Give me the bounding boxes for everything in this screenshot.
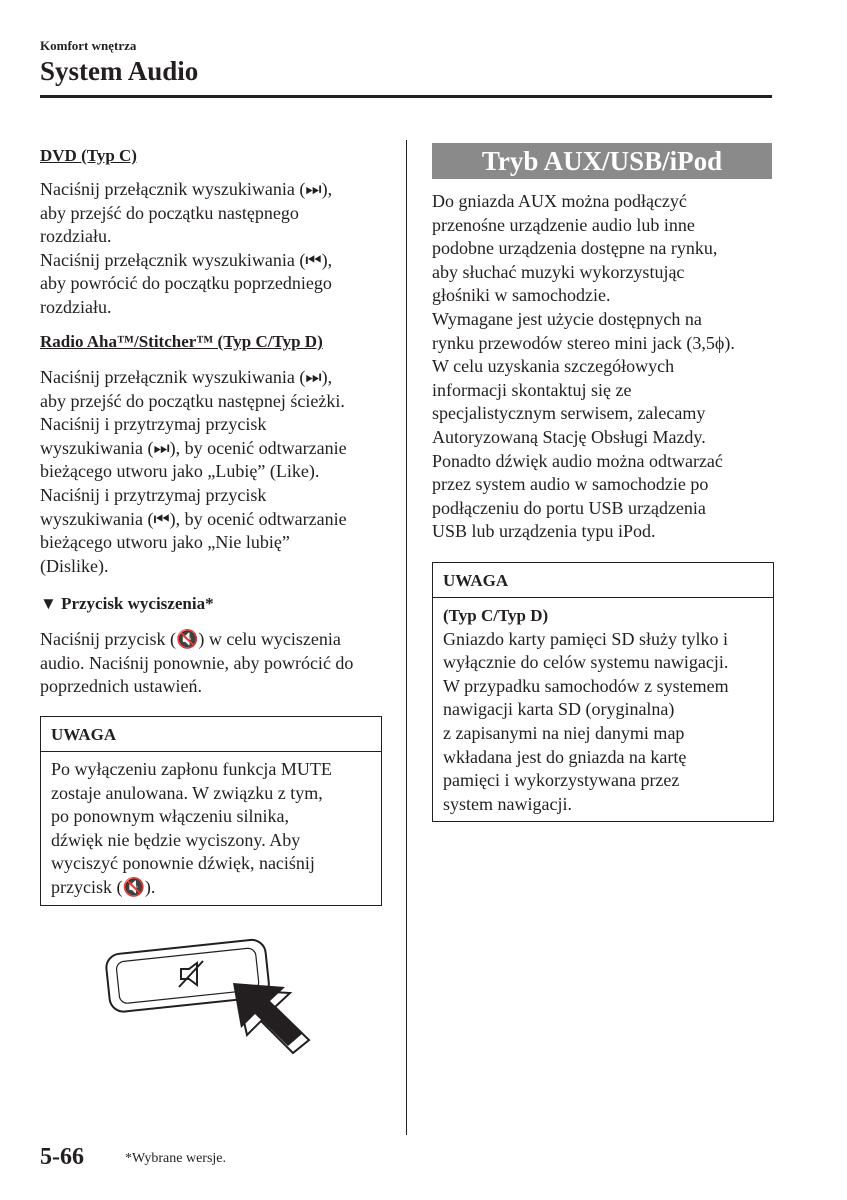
text-line: rynku przewodów stereo mini jack (3,5ϕ). bbox=[432, 332, 735, 353]
dvd-heading: DVD (Typ C) bbox=[40, 146, 137, 165]
text-line: przenośne urządzenie audio lub inne bbox=[432, 214, 695, 235]
text-line: po ponownym włączeniu silnika, bbox=[51, 806, 289, 827]
text-line: Ponadto dźwięk audio można odtwarzać bbox=[432, 450, 723, 471]
text-line: informacji skontaktuj się ze bbox=[432, 379, 632, 400]
radio-heading: Radio Aha™/Stitcher™ (Typ C/Typ D) bbox=[40, 332, 323, 351]
note-title: UWAGA bbox=[433, 563, 773, 598]
section-title-bar: Tryb AUX/USB/iPod bbox=[432, 143, 772, 179]
text-line: poprzednich ustawień. bbox=[40, 676, 202, 697]
text-line: rozdziału. bbox=[40, 226, 112, 247]
header-rule bbox=[40, 95, 772, 98]
text-line: aby przejść do początku następnego bbox=[40, 202, 299, 223]
text-line: podłączeniu do portu USB urządzenia bbox=[432, 497, 706, 518]
mute-heading: ▼ Przycisk wyciszenia* bbox=[40, 594, 214, 613]
note-box-sd bbox=[432, 562, 774, 822]
text-line: wyłącznie do celów systemu nawigacji. bbox=[443, 652, 729, 673]
text-line: system nawigacji. bbox=[443, 793, 572, 814]
text-line: Wymagane jest użycie dostępnych na bbox=[432, 308, 702, 329]
text-line: Naciśnij i przytrzymaj przycisk bbox=[40, 484, 267, 505]
note-text bbox=[41, 752, 381, 908]
text-line: audio. Naciśnij ponownie, aby powrócić do bbox=[40, 652, 354, 673]
text-line: Naciśnij przycisk (🔇) w celu wyciszenia bbox=[40, 629, 341, 649]
text-line: Gniazdo karty pamięci SD służy tylko i bbox=[443, 628, 728, 649]
text-line: aby powrócić do początku poprzedniego bbox=[40, 273, 332, 294]
radio-text bbox=[40, 366, 347, 578]
note-title: UWAGA bbox=[41, 717, 381, 752]
section-label: Komfort wnętrza bbox=[40, 38, 137, 53]
text-line: Naciśnij przełącznik wyszukiwania (⏭), bbox=[40, 367, 333, 387]
text-line: wkładana jest do gniazda na kartę bbox=[443, 746, 687, 767]
text-line: wyszukiwania (⏮), by ocenić odtwarzanie bbox=[40, 508, 347, 529]
text-line: W celu uzyskania szczegółowych bbox=[432, 356, 675, 377]
note-text bbox=[443, 628, 763, 817]
text-line: przez system audio w samochodzie po bbox=[432, 474, 709, 495]
column-divider bbox=[406, 140, 407, 1135]
text-line: Do gniazda AUX można podłączyć bbox=[432, 191, 687, 211]
text-line: USB lub urządzenia typu iPod. bbox=[432, 521, 656, 542]
text-line: pamięci i wykorzystywana przez bbox=[443, 770, 680, 791]
text-line: zostaje anulowana. W związku z tym, bbox=[51, 782, 323, 803]
text-line: Autoryzowaną Stację Obsługi Mazdy. bbox=[432, 426, 706, 447]
text-line: rozdziału. bbox=[40, 296, 112, 317]
text-line: z zapisanymi na niej danymi map bbox=[443, 722, 685, 743]
text-line: Naciśnij i przytrzymaj przycisk bbox=[40, 414, 267, 435]
text-line: wyszukiwania (⏭), by ocenić odtwarzanie bbox=[40, 437, 347, 458]
text-line: specjalistycznym serwisem, zalecamy bbox=[432, 403, 706, 424]
text-line: przycisk (🔇). bbox=[51, 876, 156, 897]
text-line: (Dislike). bbox=[40, 555, 109, 576]
text-line: bieżącego utworu jako „Nie lubię” bbox=[40, 532, 290, 553]
text-line: W przypadku samochodów z systemem bbox=[443, 675, 729, 696]
text-line: aby przejść do początku następnej ścieżki. bbox=[40, 390, 345, 411]
page-title: System Audio bbox=[40, 56, 199, 86]
pointer-arrow-icon bbox=[233, 983, 309, 1053]
footnote: *Wybrane wersje. bbox=[125, 1151, 227, 1166]
mute-text bbox=[40, 628, 353, 699]
note-box-mute bbox=[40, 716, 382, 906]
text-line: wyciszyć ponownie dźwięk, naciśnij bbox=[51, 853, 315, 874]
page-number: 5-66 bbox=[40, 1144, 84, 1170]
dvd-text bbox=[40, 178, 332, 320]
text-line: głośniki w samochodzie. bbox=[432, 285, 611, 306]
text-line: bieżącego utworu jako „Lubię” (Like). bbox=[40, 461, 320, 482]
aux-text bbox=[432, 190, 735, 544]
text-line: Po wyłączeniu zapłonu funkcja MUTE bbox=[51, 759, 332, 779]
text-line: aby słuchać muzyki wykorzystując bbox=[432, 261, 685, 282]
text-line: Naciśnij przełącznik wyszukiwania (⏮), bbox=[40, 249, 333, 270]
text-line: Naciśnij przełącznik wyszukiwania (⏭), bbox=[40, 179, 333, 199]
mute-button-illustration bbox=[95, 925, 315, 1055]
text-line: dźwięk nie będzie wyciszony. Aby bbox=[51, 829, 301, 850]
note-subtitle: (Typ C/Typ D) bbox=[443, 606, 549, 625]
text-line: podobne urządzenia dostępne na rynku, bbox=[432, 238, 718, 259]
text-line: nawigacji karta SD (oryginalna) bbox=[443, 699, 675, 720]
